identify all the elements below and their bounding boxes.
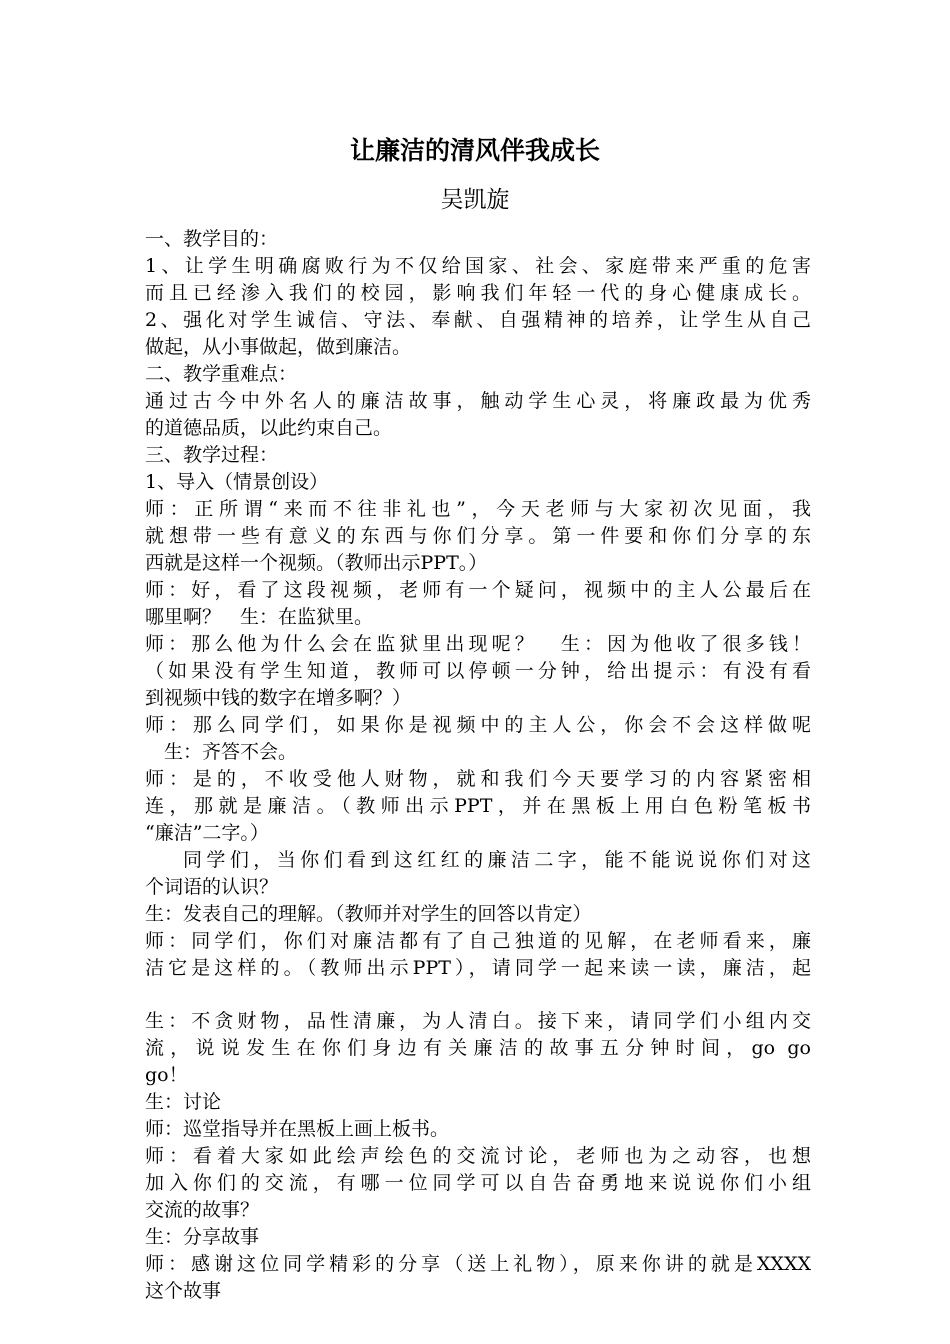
paragraph-line: 师：那么同学们，如果你是视频中的主人公，你会不会这样做呢	[145, 714, 811, 736]
paragraph-line: 连，那就是廉洁。（教师出示PPT，并在黑板上用白色粉笔板书	[145, 795, 811, 817]
paragraph-line: 个词语的认识？	[145, 876, 279, 898]
paragraph-line: go！	[145, 1064, 188, 1086]
paragraph-line: 交流的故事？	[145, 1199, 260, 1221]
document-author: 吴凯旋	[440, 187, 510, 213]
paragraph-line: 这个故事	[145, 1280, 222, 1302]
blank-line	[145, 982, 811, 1008]
document-body	[145, 226, 811, 1305]
paragraph-line: 生：讨论	[145, 1091, 222, 1113]
paragraph-line: 二、教学重难点：	[145, 363, 298, 385]
paragraph-line: 师：好，看了这段视频，老师有一个疑问，视频中的主人公最后在	[145, 579, 811, 601]
paragraph-line: 师：巡堂指导并在黑板上画上板书。	[145, 1118, 450, 1140]
paragraph-line: 到视频中钱的数字在增多啊？）	[145, 687, 412, 709]
paragraph-line: 加入你们的交流，有哪一位同学可以自告奋勇地来说说你们小组	[145, 1172, 811, 1194]
paragraph-line: 流，说说发生在你们身边有关廉洁的故事五分钟时间，go go	[145, 1037, 811, 1059]
paragraph-line: 的道德品质，以此约束自己。	[145, 417, 393, 439]
paragraph-line: 同学们，当你们看到这红红的廉洁二字，能不能说说你们对这	[183, 849, 811, 871]
paragraph-line: 洁它是这样的。（教师出示PPT），请同学一起来读一读，廉洁，起	[145, 957, 811, 979]
paragraph-line: “廉洁”二字。）	[145, 822, 269, 844]
paragraph-line: 而且已经渗入我们的校园，影响我们年轻一代的身心健康成长。	[145, 282, 811, 304]
paragraph-line: 一、教学目的：	[145, 228, 279, 250]
paragraph-line: 哪里啊？ 生：在监狱里。	[145, 606, 374, 628]
paragraph-line: 做起，从小事做起，做到廉洁。	[145, 336, 412, 358]
paragraph-line: 生：齐答不会。	[145, 741, 298, 763]
paragraph-line: 生：分享故事	[145, 1226, 260, 1248]
paragraph-line: 师：正所谓“来而不往非礼也”，今天老师与大家初次见面，我	[145, 498, 811, 520]
document-title: 让廉洁的清风伴我成长	[349, 136, 600, 165]
paragraph-line: 师：感谢这位同学精彩的分享（送上礼物），原来你讲的就是XXXX	[145, 1253, 811, 1275]
paragraph-line: 通过古今中外名人的廉洁故事，触动学生心灵，将廉政最为优秀	[145, 390, 811, 412]
paragraph-line: 西就是这样一个视频。（教师出示PPT。）	[145, 552, 488, 574]
paragraph-line: 师：是的，不收受他人财物，就和我们今天要学习的内容紧密相	[145, 768, 811, 790]
paragraph-line: 1、导入（情景创设）	[145, 471, 329, 493]
paragraph-line: 生：发表自己的理解。（教师并对学生的回答以肯定）	[145, 903, 592, 925]
paragraph-line: 师：看着大家如此绘声绘色的交流讨论，老师也为之动容，也想	[145, 1145, 811, 1167]
paragraph-line: （如果没有学生知道，教师可以停顿一分钟，给出提示：有没有看	[145, 660, 811, 682]
paragraph-line: 2、强化对学生诚信、守法、奉献、自强精神的培养，让学生从自己	[145, 309, 811, 331]
paragraph-line: 师：那么他为什么会在监狱里出现呢？ 生：因为他收了很多钱！	[145, 633, 811, 655]
paragraph-line: 三、教学过程：	[145, 444, 279, 466]
paragraph-line: 1、让学生明确腐败行为不仅给国家、社会、家庭带来严重的危害	[145, 255, 811, 277]
paragraph-line: 师：同学们，你们对廉洁都有了自己独道的见解，在老师看来，廉	[145, 930, 811, 952]
paragraph-line: 就想带一些有意义的东西与你们分享。第一件要和你们分享的东	[145, 525, 811, 547]
paragraph-line: 生：不贪财物，品性清廉，为人清白。接下来，请同学们小组内交	[145, 1010, 811, 1032]
